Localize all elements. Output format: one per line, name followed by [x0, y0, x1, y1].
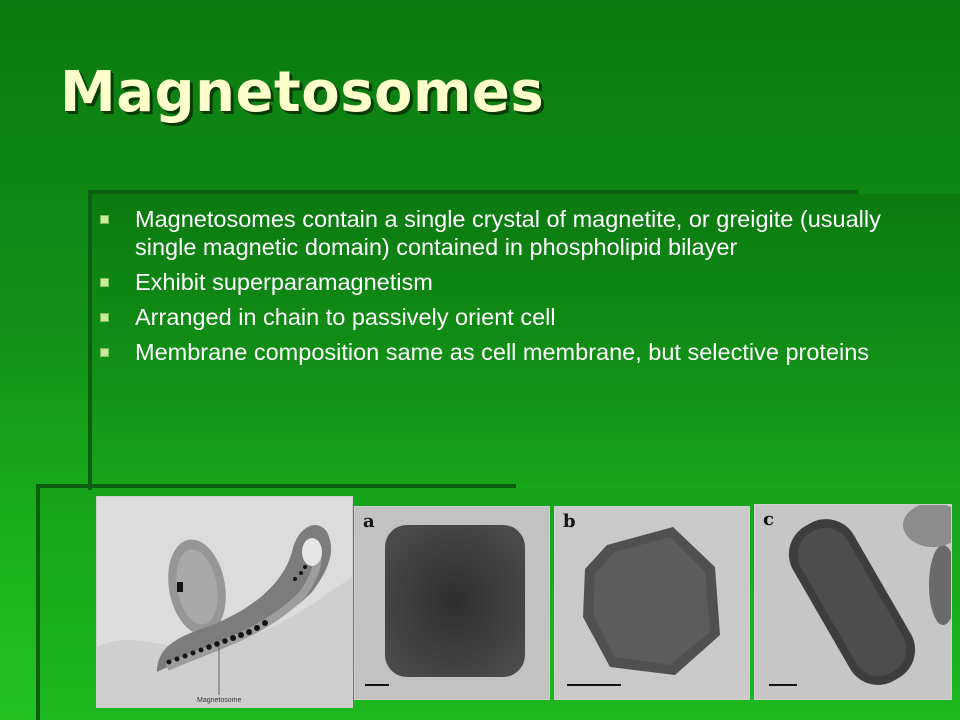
- magnetosome-caption: Magnetosome: [197, 697, 242, 704]
- elongated-crystal-drawing: [755, 505, 951, 699]
- octahedral-crystal-drawing: [555, 507, 749, 699]
- crystal-panel-b: [554, 506, 750, 700]
- square-bullet-icon: [100, 278, 109, 287]
- cell-micrograph-drawing: [97, 497, 352, 707]
- crystal-panel-a: [354, 506, 550, 700]
- square-bullet-icon: [100, 348, 109, 357]
- bullet-text: Arranged in chain to passively orient cell: [135, 304, 556, 330]
- cuboidal-crystal-drawing: [355, 507, 549, 699]
- panel-label-b: b: [563, 511, 576, 532]
- bullet-text: Magnetosomes contain a single crystal of magnetite, or greigite (usually single magnetic domain) contained in phospholipid bilayer: [135, 206, 881, 260]
- image-border-left: [36, 484, 40, 720]
- bullet-item: [100, 338, 940, 366]
- cell-micrograph-image: [96, 496, 353, 708]
- bullet-item: [100, 268, 940, 296]
- panel-border-left: [88, 190, 92, 490]
- panel-label-a: a: [363, 511, 375, 532]
- bullet-text: Membrane composition same as cell membrane, but selective proteins: [135, 339, 870, 365]
- bullet-text: Exhibit superparamagnetism: [135, 269, 433, 295]
- slide-title: Magnetosomes: [60, 60, 545, 125]
- panel-label-c: c: [763, 509, 774, 530]
- bullet-list: [100, 205, 940, 373]
- bullet-item: [100, 205, 940, 261]
- bullet-item: [100, 303, 940, 331]
- panel-border-top: [88, 190, 858, 194]
- image-border-top: [36, 484, 516, 488]
- crystal-panel-c: [754, 504, 952, 700]
- square-bullet-icon: [100, 313, 109, 322]
- square-bullet-icon: [100, 215, 109, 224]
